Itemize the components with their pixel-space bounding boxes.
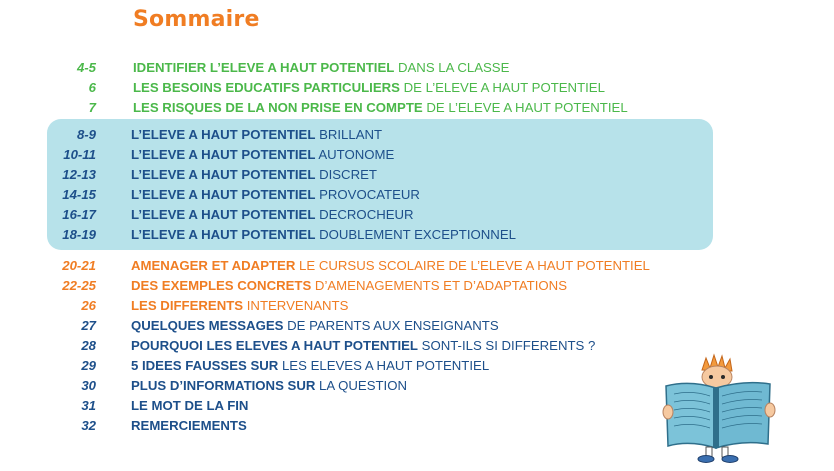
toc-page-number: 14-15 [62, 187, 96, 202]
toc-subtitle: PROVOCATEUR [315, 187, 420, 202]
toc-heading: DES EXEMPLES CONCRETS [131, 278, 312, 293]
toc-heading: LE MOT DE LA FIN [131, 398, 249, 413]
toc-page-number: 10-11 [63, 147, 96, 162]
book-left-page-icon [666, 383, 716, 448]
shoe-icon [698, 456, 714, 463]
toc-subtitle: LA QUESTION [315, 378, 407, 393]
toc-page-number: 31 [81, 398, 96, 413]
toc-subtitle: LES ELEVES A HAUT POTENTIEL [278, 358, 490, 373]
toc-page-number: 18-19 [62, 227, 96, 242]
toc-subtitle: LE CURSUS SCOLAIRE DE L’ELEVE A HAUT POTENTIEL [295, 258, 650, 273]
toc-heading: AMENAGER ET ADAPTER [131, 258, 296, 273]
book-spine-icon [713, 388, 719, 448]
toc-heading: L’ELEVE A HAUT POTENTIEL [131, 167, 316, 182]
toc-heading: L’ELEVE A HAUT POTENTIEL [131, 227, 316, 242]
toc-page-number: 4-5 [76, 60, 96, 75]
toc-page-number: 20-21 [62, 258, 96, 273]
toc-subtitle: DOUBLEMENT EXCEPTIONNEL [315, 227, 516, 242]
toc-heading: L’ELEVE A HAUT POTENTIEL [131, 187, 316, 202]
toc-subtitle: DECROCHEUR [315, 207, 414, 222]
toc-page-number: 30 [81, 378, 96, 393]
toc-heading: L’ELEVE A HAUT POTENTIEL [131, 127, 316, 142]
page-title: Sommaire [133, 7, 260, 32]
toc-heading: REMERCIEMENTS [131, 418, 247, 433]
toc-subtitle: DE L’ELEVE A HAUT POTENTIEL [422, 100, 628, 115]
toc-subtitle: DANS LA CLASSE [394, 60, 510, 75]
toc-heading: 5 IDEES FAUSSES SUR [131, 358, 279, 373]
toc-heading: POURQUOI LES ELEVES A HAUT POTENTIEL [131, 338, 418, 353]
toc-subtitle: SONT-ILS SI DIFFERENTS ? [417, 338, 596, 353]
toc-page-number: 29 [81, 358, 96, 373]
toc-subtitle: AUTONOME [315, 147, 395, 162]
toc-subtitle: DISCRET [315, 167, 377, 182]
toc-page-number: 26 [81, 298, 96, 313]
toc-heading: QUELQUES MESSAGES [131, 318, 284, 333]
toc-heading: IDENTIFIER L’ELEVE A HAUT POTENTIEL [133, 60, 395, 75]
toc-page-number: 7 [88, 100, 96, 115]
toc-subtitle: INTERVENANTS [243, 298, 349, 313]
reading-child-illustration [650, 350, 790, 465]
toc-heading: LES BESOINS EDUCATIFS PARTICULIERS [133, 80, 400, 95]
toc-page-number: 8-9 [76, 127, 96, 142]
toc-heading: L’ELEVE A HAUT POTENTIEL [131, 207, 316, 222]
toc-heading: LES RISQUES DE LA NON PRISE EN COMPTE [133, 100, 423, 115]
toc-page-number: 16-17 [62, 207, 96, 222]
toc-page-number: 22-25 [62, 278, 96, 293]
book-right-page-icon [716, 383, 770, 448]
shoe-icon [722, 456, 738, 463]
toc-heading: PLUS D’INFORMATIONS SUR [131, 378, 316, 393]
toc-page-number: 6 [88, 80, 96, 95]
toc-heading: L’ELEVE A HAUT POTENTIEL [131, 147, 316, 162]
toc-subtitle: DE PARENTS AUX ENSEIGNANTS [283, 318, 499, 333]
toc-page-number: 32 [81, 418, 96, 433]
toc-page-number: 27 [81, 318, 96, 333]
toc-subtitle: D’AMENAGEMENTS ET D’ADAPTATIONS [311, 278, 567, 293]
toc-subtitle: BRILLANT [315, 127, 383, 142]
toc-page-number: 12-13 [62, 167, 96, 182]
toc-subtitle: DE L’ELEVE A HAUT POTENTIEL [399, 80, 605, 95]
toc-heading: LES DIFFERENTS [131, 298, 244, 313]
toc-page-number: 28 [81, 338, 96, 353]
